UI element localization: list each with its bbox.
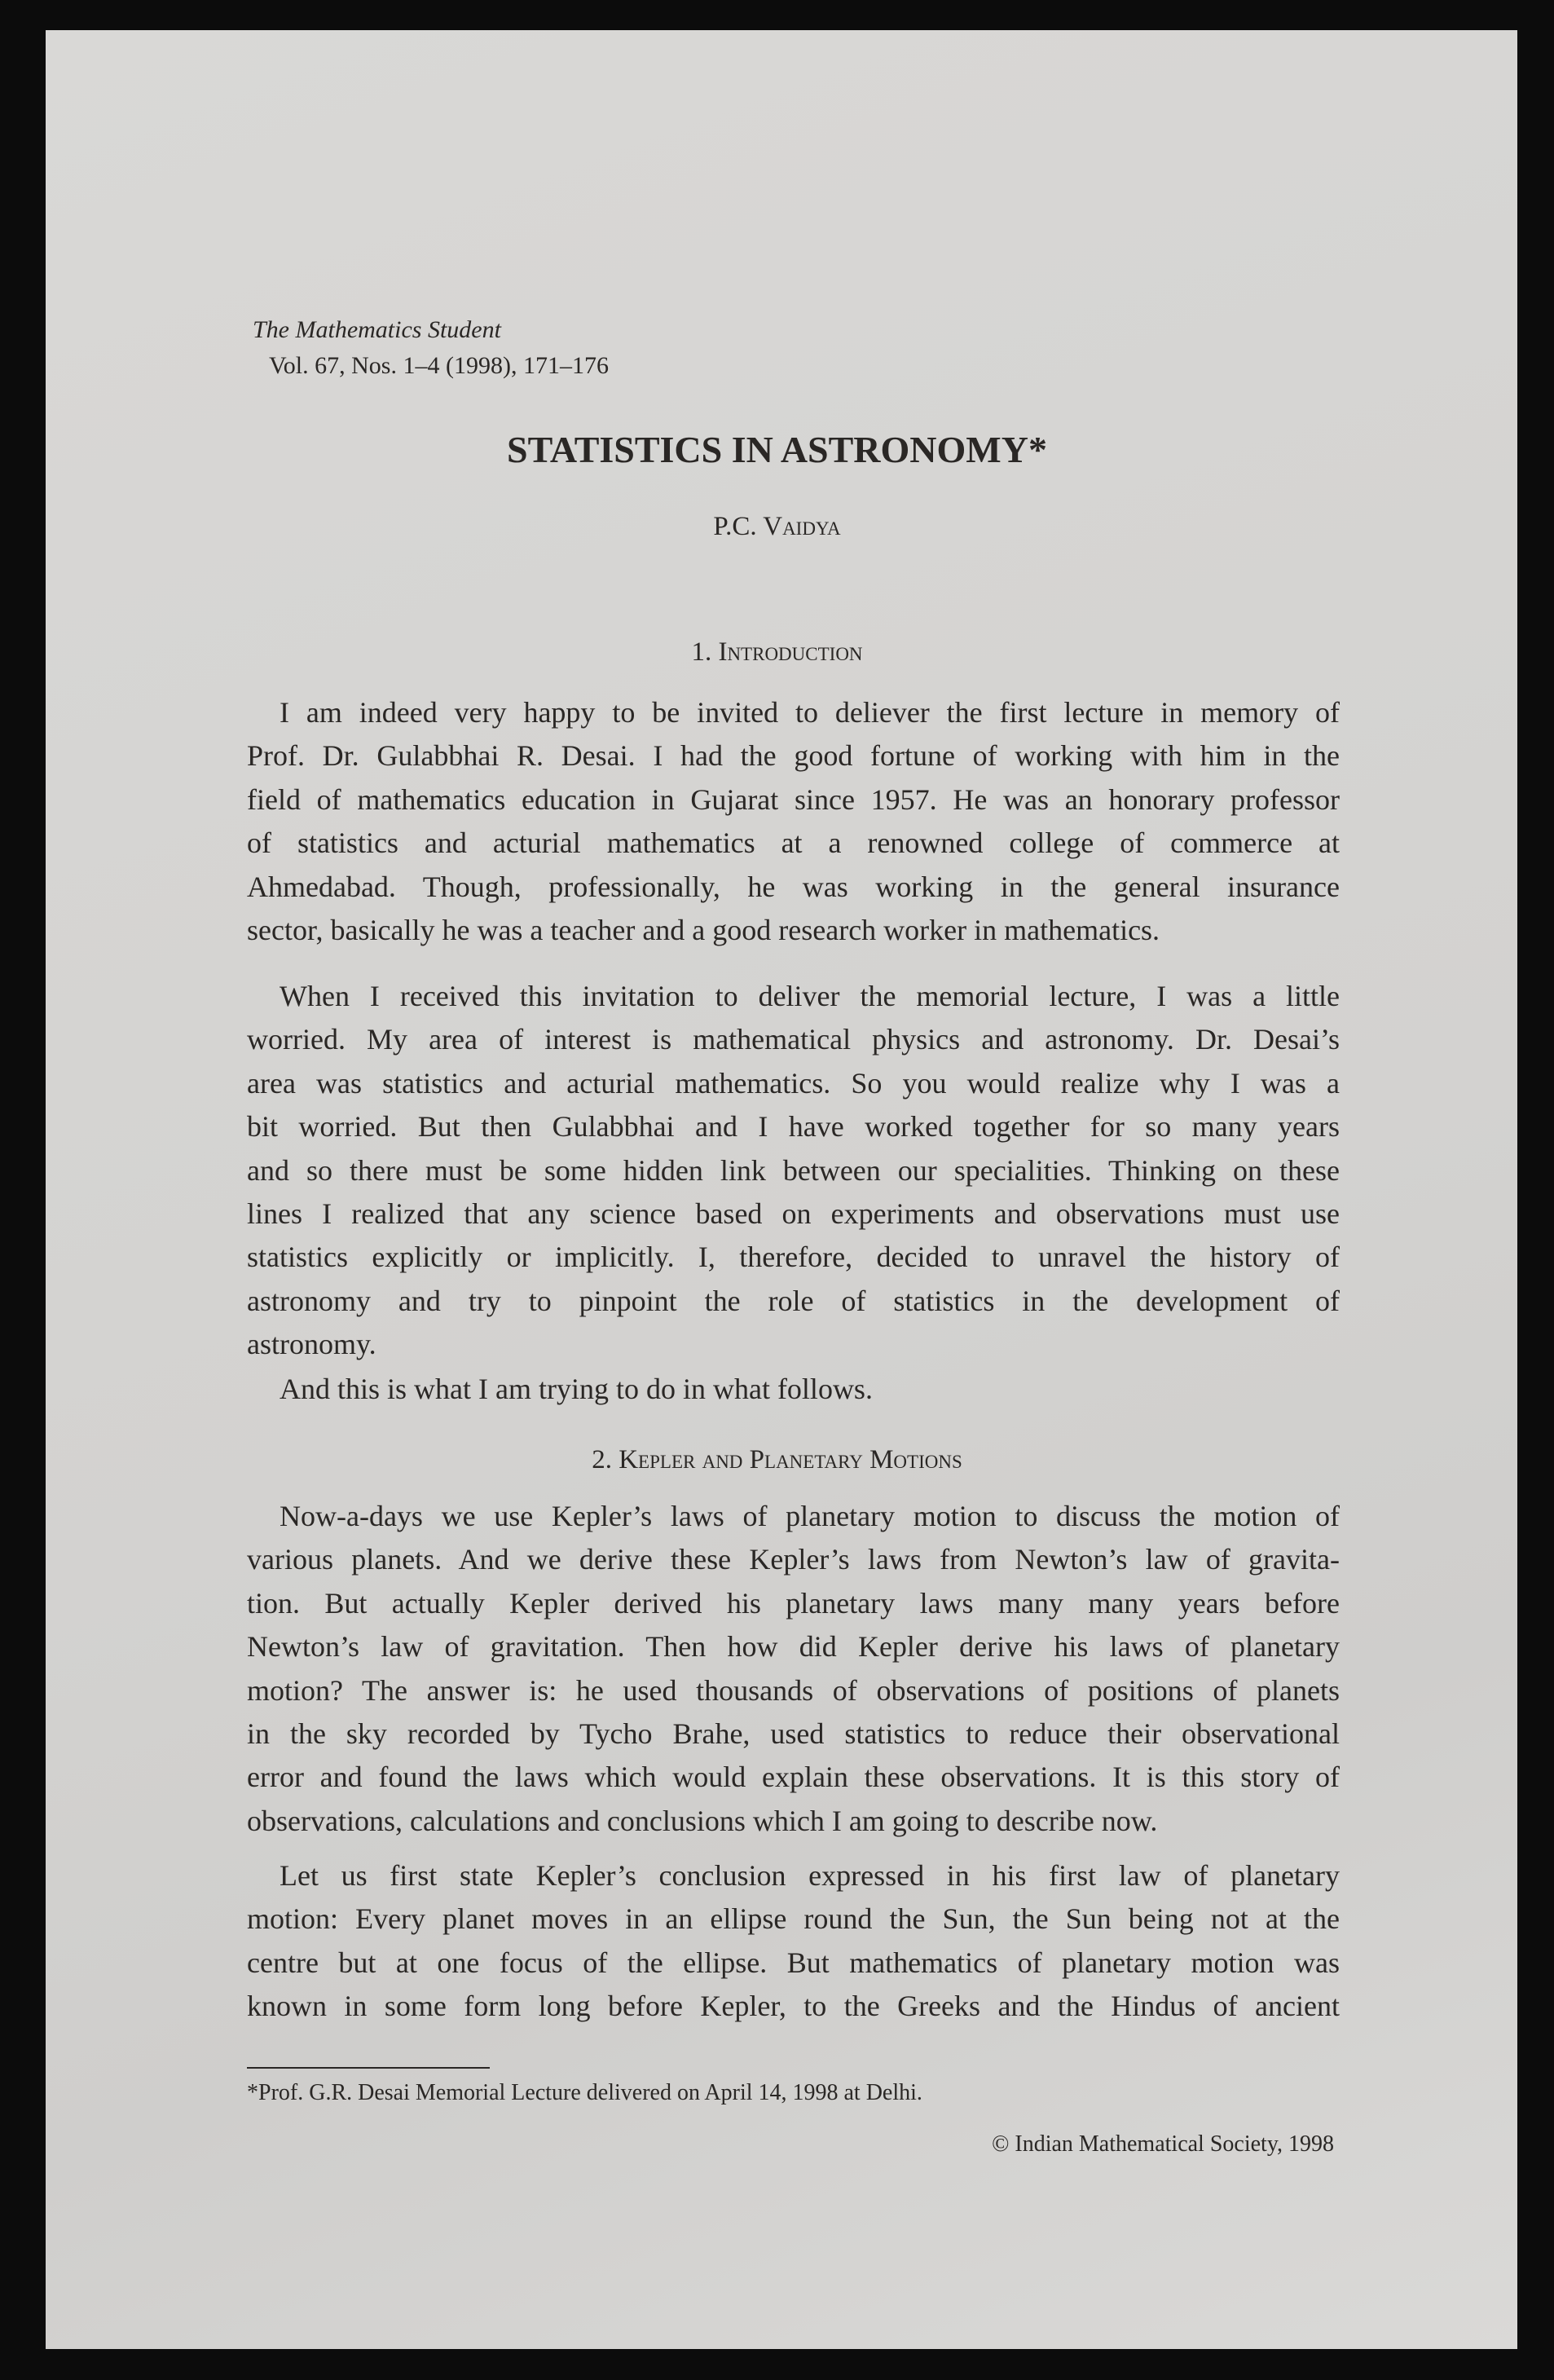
text-line: astronomy. [247, 1328, 376, 1361]
paragraph [247, 975, 1340, 1367]
text-line: motion: Every planet moves in an ellipse round the Sun, the Sun being not at the [247, 1902, 1340, 1936]
text-line: of statistics and acturial mathematics at a renowned college of commerce at [247, 826, 1340, 860]
text-line: various planets. And we derive these Kepler’s laws from Newton’s law of gravita- [247, 1543, 1340, 1576]
text-line: and so there must be some hidden link between our specialities. Thinking on these [247, 1153, 1340, 1187]
text-line: field of mathematics education in Gujarat since 1957. He was an honorary professor [247, 782, 1340, 816]
text-line: in the sky recorded by Tycho Brahe, used statistics to reduce their observational [247, 1717, 1340, 1750]
text-line: worried. My area of interest is mathematical physics and astronomy. Dr. Desai’s [247, 1023, 1340, 1056]
text-line: And this is what I am trying to do in what follows. [280, 1373, 873, 1405]
text-line: centre but at one focus of the ellipse. But mathematics of planetary motion was [247, 1946, 1340, 1979]
paragraph [247, 1854, 1340, 2029]
text-line: statistics explicitly or implicitly. I, therefore, decided to unravel the history of [247, 1241, 1340, 1274]
text-line: Let us first state Kepler’s conclusion expressed in his first law of planetary [280, 1859, 1340, 1892]
text-line: lines I realized that any science based on experiments and observations must use [247, 1197, 1340, 1230]
section-heading-2: 2. Kepler and Planetary Motions [592, 1445, 962, 1474]
text-line: Now-a-days we use Kepler’s laws of planetary motion to discuss the motion of [280, 1500, 1340, 1532]
copyright: © Indian Mathematical Society, 1998 [992, 2131, 1334, 2157]
text-line: bit worried. But then Gulabbhai and I have worked together for so many years [247, 1110, 1340, 1144]
text-line: Newton’s law of gravitation. Then how did Kepler derive his laws of planetary [247, 1630, 1340, 1664]
text-line: area was statistics and acturial mathematics. So you would realize why I was a [247, 1066, 1340, 1100]
text-line: motion? The answer is: he used thousands of observations of positions of planets [247, 1673, 1340, 1707]
text-line: sector, basically he was a teacher and a good research worker in mathematics. [247, 913, 1160, 946]
text-line: Ahmedabad. Though, professionally, he was working in the general insurance [247, 870, 1340, 903]
text-line: When I received this invitation to deliver the memorial lecture, I was a little [280, 980, 1340, 1012]
paragraph [247, 691, 1340, 952]
footnote: *Prof. G.R. Desai Memorial Lecture delivered on April 14, 1998 at Delhi. [247, 2080, 922, 2105]
text-line: Prof. Dr. Gulabbhai R. Desai. I had the good fortune of working with him in the [247, 739, 1340, 773]
footnote-rule [247, 2067, 490, 2069]
journal-name: The Mathematics Student [253, 316, 501, 343]
paragraph [247, 1368, 1340, 1411]
text-line: known in some form long before Kepler, to the Greeks and the Hindus of ancient [247, 1990, 1340, 2023]
paper-title: STATISTICS IN ASTRONOMY* [507, 429, 1047, 470]
journal-volume: Vol. 67, Nos. 1–4 (1998), 171–176 [269, 352, 609, 379]
author: P.C. Vaidya [713, 512, 841, 541]
text-line: I am indeed very happy to be invited to deliever the first lecture in memory of [280, 696, 1340, 729]
paragraph [247, 1495, 1340, 1843]
section-heading-1: 1. Introduction [691, 637, 863, 667]
text-line: observations, calculations and conclusions which I am going to describe now. [247, 1804, 1158, 1837]
text-line: astronomy and try to pinpoint the role of statistics in the development of [247, 1284, 1340, 1317]
text-line: error and found the laws which would explain these observations. It is this story of [247, 1761, 1340, 1794]
text-line: tion. But actually Kepler derived his planetary laws many many years before [247, 1586, 1340, 1620]
